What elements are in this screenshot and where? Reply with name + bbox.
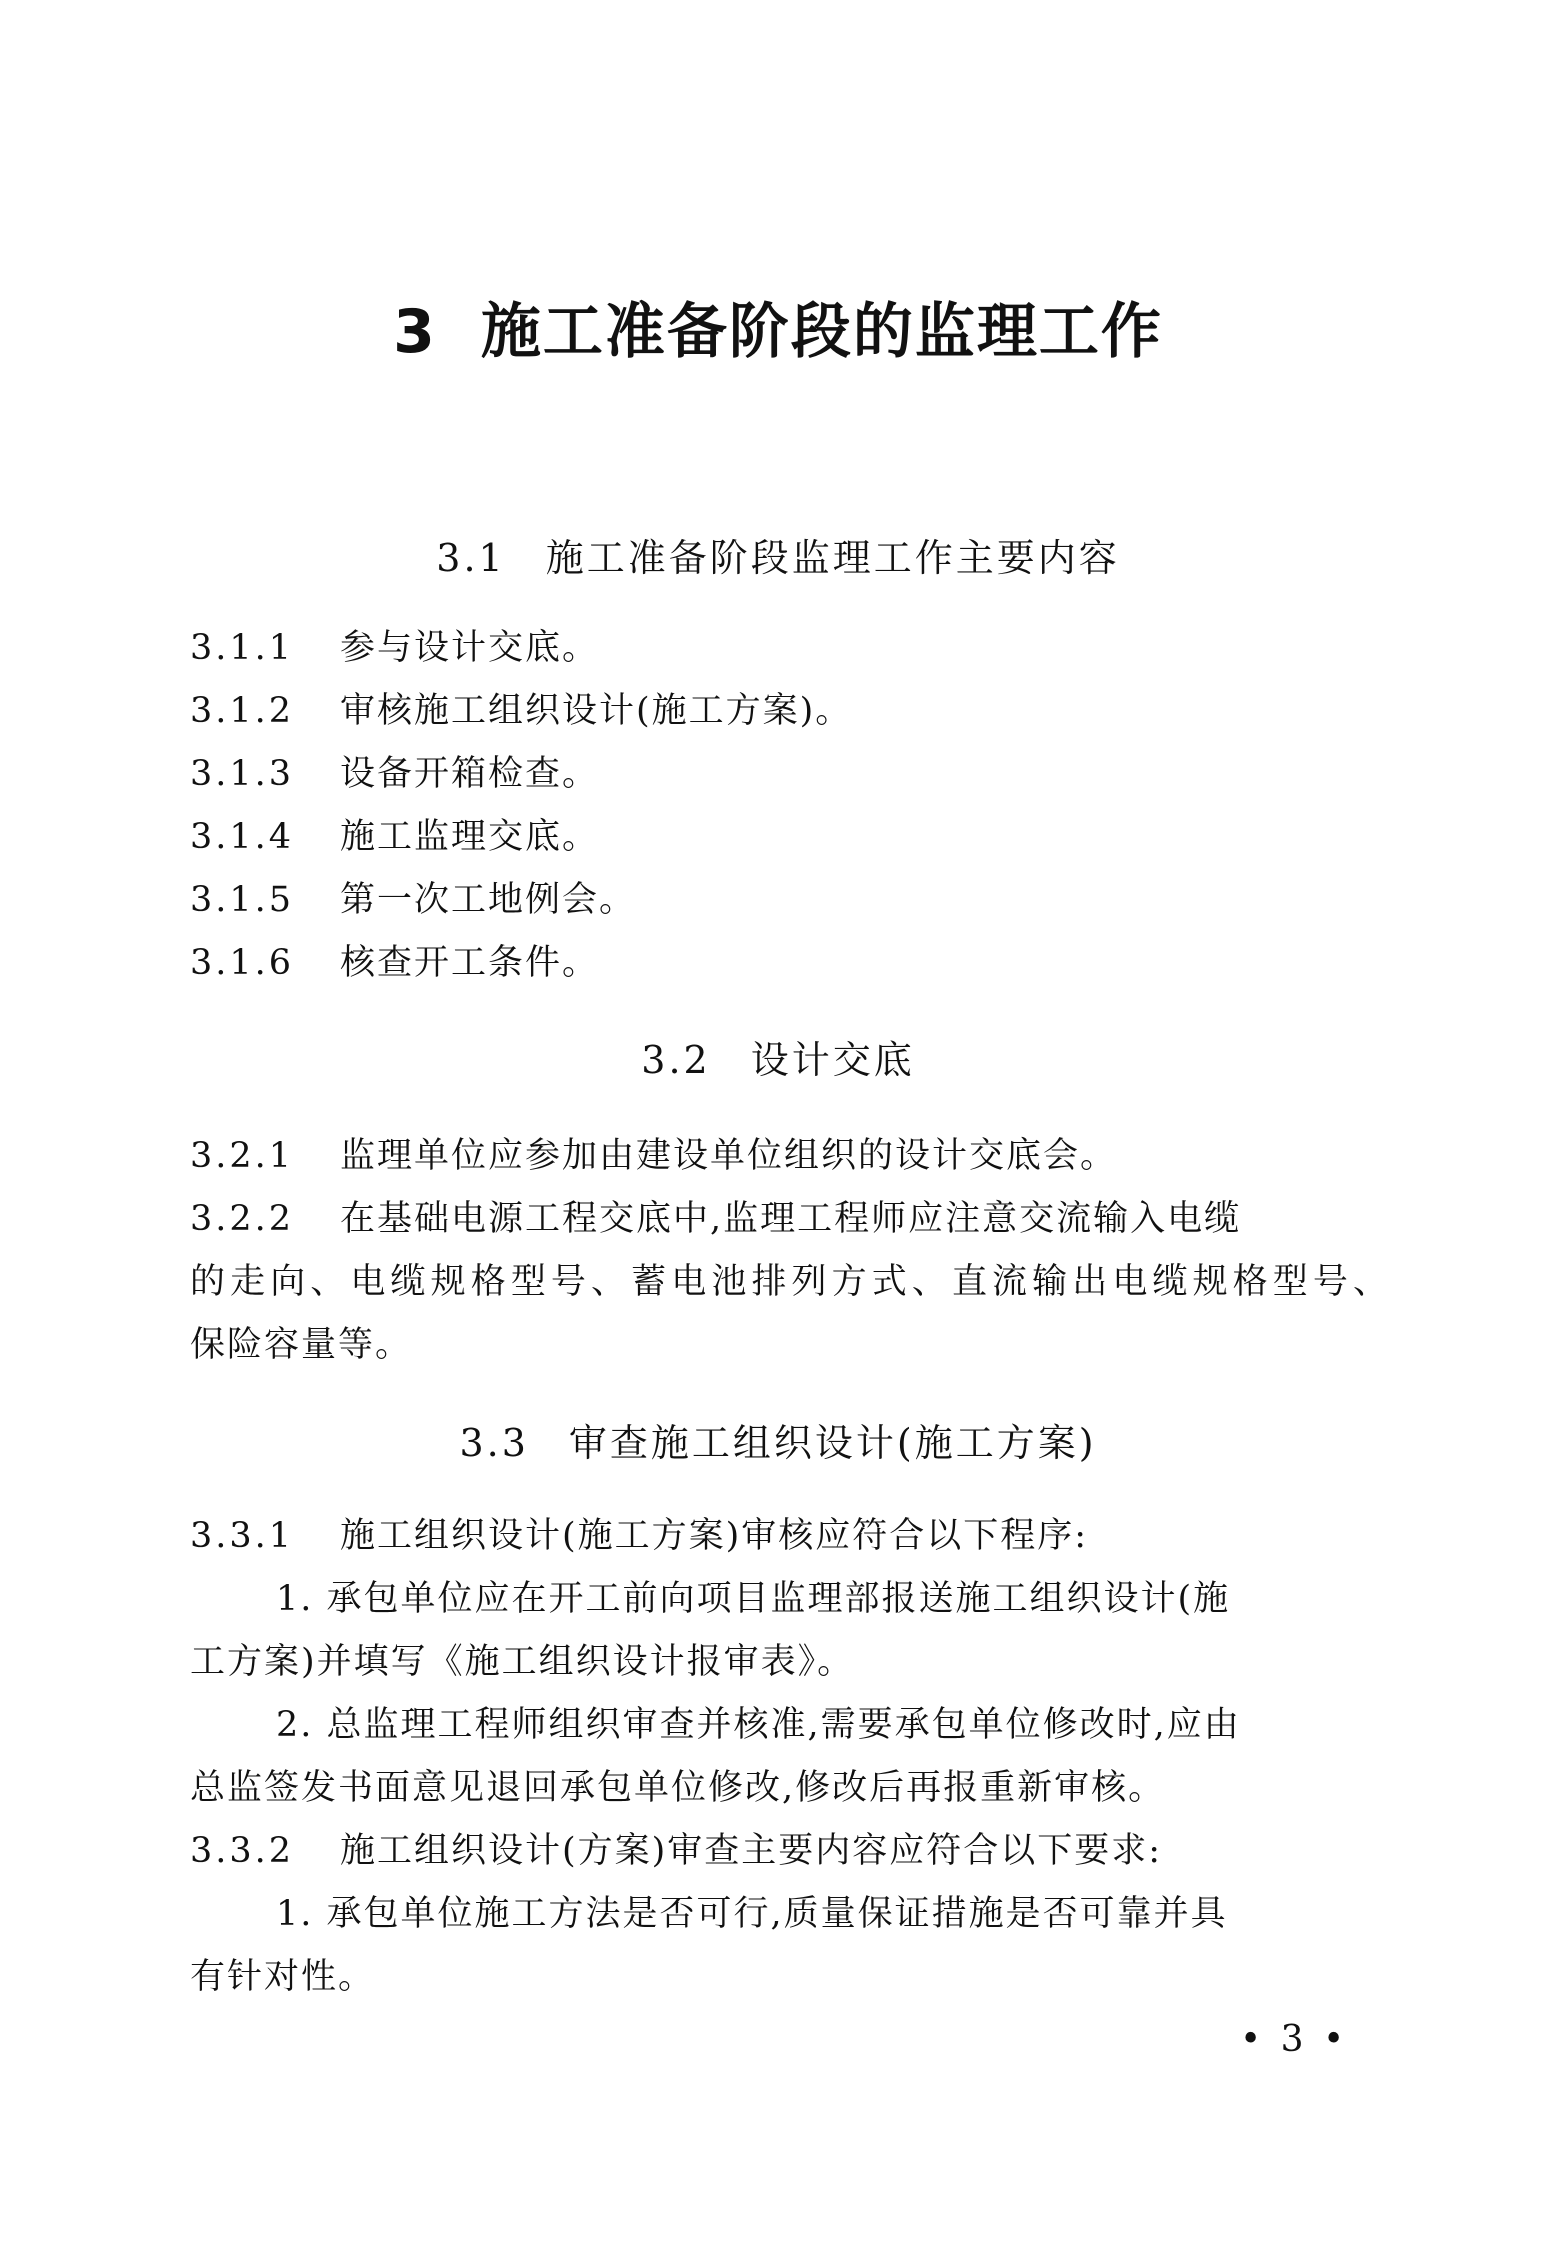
clause-text: 监理单位应参加由建设单位组织的设计交底会。	[340, 1136, 1118, 1176]
clause-text: 审核施工组织设计(施工方案)。	[340, 691, 853, 731]
clause-text: 核查开工条件。	[340, 943, 600, 983]
clause-number: 3.1.1	[190, 628, 295, 668]
section-number: 3.1	[436, 536, 506, 580]
clause-text: 施工监理交底。	[340, 817, 600, 857]
list-item-continuation: 工方案)并填写《施工组织设计报审表》。	[190, 1642, 855, 1682]
clause-3-1-1	[190, 617, 1390, 680]
section-title-text: 设计交底	[750, 1038, 915, 1082]
page-number: • 3 •	[1240, 2019, 1349, 2060]
section-3-2-clauses	[190, 1125, 1390, 1377]
clause-number: 3.3.2	[190, 1831, 295, 1871]
section-3-3-clauses	[190, 1505, 1390, 2009]
clause-3-1-5	[190, 869, 1390, 932]
section-3-1-clauses	[190, 617, 1390, 995]
list-item-text: 1. 承包单位施工方法是否可行,质量保证措施是否可靠并具	[276, 1894, 1228, 1934]
clause-number: 3.1.5	[190, 880, 295, 920]
clause-text: 在基础电源工程交底中,监理工程师应注意交流输入电缆	[340, 1199, 1242, 1239]
clause-number: 3.1.6	[190, 943, 295, 983]
chapter-title	[0, 292, 1556, 372]
section-3-2-heading	[0, 1030, 1556, 1090]
list-item	[190, 1883, 1390, 1946]
clause-text: 设备开箱检查。	[340, 754, 600, 794]
clause-text: 第一次工地例会。	[340, 880, 637, 920]
clause-number: 3.2.1	[190, 1136, 295, 1176]
clause-number: 3.1.4	[190, 817, 295, 857]
clause-number: 3.2.2	[190, 1199, 295, 1239]
clause-text: 施工组织设计(方案)审查主要内容应符合以下要求:	[340, 1831, 1163, 1871]
clause-text: 参与设计交底。	[340, 628, 600, 668]
clause-3-2-2-continuation: 的走向、电缆规格型号、蓄电池排列方式、直流输出电缆规格型号、	[190, 1262, 1390, 1302]
clause-3-1-3	[190, 743, 1390, 806]
list-item-text: 1. 承包单位应在开工前向项目监理部报送施工组织设计(施	[276, 1579, 1231, 1619]
section-number: 3.3	[459, 1421, 529, 1465]
clause-3-1-4	[190, 806, 1390, 869]
clause-3-3-2	[190, 1820, 1390, 1883]
section-number: 3.2	[641, 1038, 711, 1082]
clause-number: 3.1.2	[190, 691, 295, 731]
section-title-text: 审查施工组织设计(施工方案)	[568, 1421, 1097, 1465]
clause-number: 3.1.3	[190, 754, 295, 794]
chapter-title-text: 施工准备阶段的监理工作	[480, 297, 1163, 367]
clause-3-2-2	[190, 1188, 1390, 1251]
clause-3-1-6	[190, 932, 1390, 995]
list-item	[190, 1694, 1390, 1757]
clause-3-2-2-continuation: 保险容量等。	[190, 1325, 413, 1365]
list-item-continuation: 总监签发书面意见退回承包单位修改,修改后再报重新审核。	[190, 1768, 1166, 1808]
clause-3-1-2	[190, 680, 1390, 743]
section-3-1-heading	[0, 528, 1556, 588]
clause-number: 3.3.1	[190, 1516, 295, 1556]
section-title-text: 施工准备阶段监理工作主要内容	[545, 536, 1120, 580]
list-item-text: 2. 总监理工程师组织审查并核准,需要承包单位修改时,应由	[276, 1705, 1241, 1745]
list-item	[190, 1568, 1390, 1631]
list-item-continuation: 有针对性。	[190, 1957, 376, 1997]
clause-3-3-1	[190, 1505, 1390, 1568]
chapter-number: 3	[393, 297, 437, 367]
clause-3-2-1	[190, 1125, 1390, 1188]
section-3-3-heading	[0, 1413, 1556, 1473]
clause-text: 施工组织设计(施工方案)审核应符合以下程序:	[340, 1516, 1089, 1556]
